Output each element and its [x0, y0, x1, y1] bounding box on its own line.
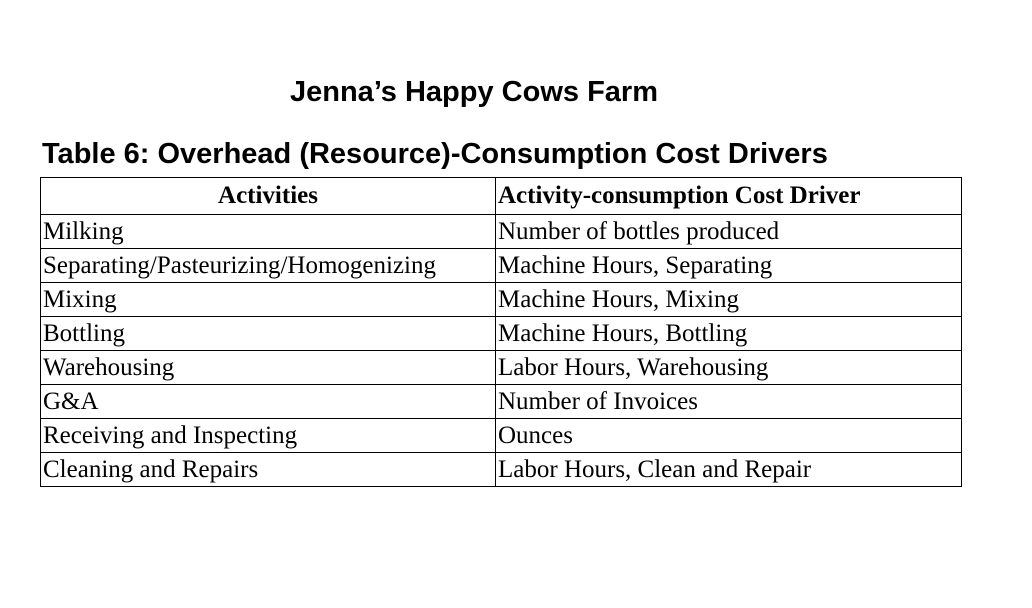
header-cost-driver: Activity-consumption Cost Driver [496, 178, 962, 215]
activity-cell: Receiving and Inspecting [41, 419, 496, 453]
cost-driver-cell: Labor Hours, Warehousing [496, 351, 962, 385]
cost-driver-cell: Number of bottles produced [496, 215, 962, 249]
farm-title: Jenna’s Happy Cows Farm [290, 76, 658, 108]
activity-cell: Cleaning and Repairs [41, 453, 496, 487]
cost-driver-cell: Machine Hours, Bottling [496, 317, 962, 351]
activity-cell: G&A [41, 385, 496, 419]
cost-driver-cell: Labor Hours, Clean and Repair [496, 453, 962, 487]
header-activities: Activities [41, 178, 496, 215]
table-row [41, 453, 962, 487]
table-row [41, 385, 962, 419]
table-row [41, 215, 962, 249]
table-row [41, 419, 962, 453]
table-row [41, 283, 962, 317]
cost-driver-cell: Ounces [496, 419, 962, 453]
activity-cell: Separating/Pasteurizing/Homogenizing [41, 249, 496, 283]
table-row [41, 317, 962, 351]
activity-cell: Bottling [41, 317, 496, 351]
cost-driver-cell: Machine Hours, Mixing [496, 283, 962, 317]
cost-driver-cell: Machine Hours, Separating [496, 249, 962, 283]
activity-cell: Milking [41, 215, 496, 249]
table-row [41, 351, 962, 385]
cost-drivers-table [40, 177, 962, 487]
table-row [41, 249, 962, 283]
table-title: Table 6: Overhead (Resource)-Consumption Cost Drivers [42, 138, 828, 170]
activity-cell: Warehousing [41, 351, 496, 385]
table-header-row [41, 178, 962, 215]
cost-driver-cell: Number of Invoices [496, 385, 962, 419]
activity-cell: Mixing [41, 283, 496, 317]
